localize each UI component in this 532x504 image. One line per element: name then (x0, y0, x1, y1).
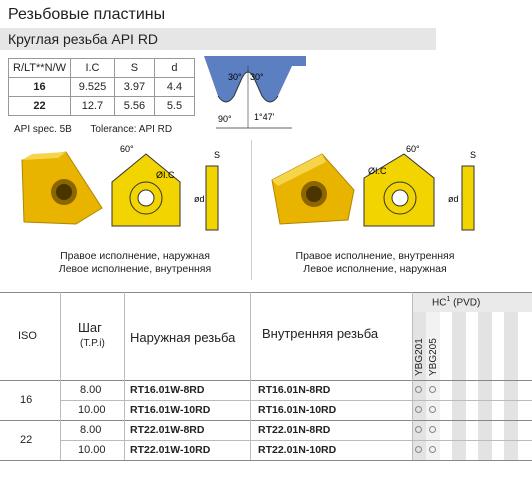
internal-code: RT22.01N-8RD (258, 424, 331, 436)
pitch-subheader: (T.P.i) (80, 338, 105, 349)
spec-notes (14, 124, 188, 135)
spec-cell: 3.97 (114, 78, 154, 97)
table-bottom-border (0, 460, 532, 461)
insert-photo-left (14, 150, 104, 230)
grade-group-header (432, 296, 480, 308)
ic-label: ØI.C (156, 170, 175, 180)
insert-photo-right (266, 150, 356, 230)
availability-mark (429, 386, 436, 393)
insert-side-view (206, 166, 218, 230)
pitch-value: 10.00 (78, 444, 106, 456)
grade-col-bg (452, 312, 466, 460)
spec-header: R/LT**N/W (9, 59, 71, 78)
pitch-value: 10.00 (78, 404, 106, 416)
row-divider (60, 400, 532, 401)
spec-table (8, 58, 195, 116)
ic-label: ØI.C (368, 166, 387, 176)
insert-drawing-left (106, 142, 246, 242)
caption-left (30, 250, 240, 276)
s-label: S (470, 150, 477, 160)
spec-cell: 5.56 (114, 97, 154, 116)
col-divider (124, 292, 125, 460)
spec-cell: 4.4 (154, 78, 194, 97)
grade-col-bg (478, 312, 492, 460)
angle-label: 90° (218, 114, 232, 124)
hole-circle (392, 190, 408, 206)
hole-circle (138, 190, 154, 206)
angle-label: 1°47' (254, 112, 275, 122)
insert-side-view (462, 166, 474, 230)
section-divider (251, 140, 252, 280)
spec-header: S (114, 59, 154, 78)
d-label: ød (194, 194, 205, 204)
availability-mark (429, 406, 436, 413)
internal-code: RT16.01N-10RD (258, 404, 337, 416)
tolerance-note: Tolerance: API RD (90, 124, 173, 135)
external-header: Наружная резьба (130, 330, 236, 345)
page-title: Резьбовые пластины (8, 6, 166, 23)
page-subtitle: Круглая резьба API RD (8, 31, 159, 47)
availability-mark (415, 406, 422, 413)
internal-code: RT22.01N-10RD (258, 444, 337, 456)
spec-cell: 5.5 (154, 97, 194, 116)
grade-pvd-label: (PVD) (453, 297, 481, 309)
insert-drawing-right (358, 142, 498, 242)
grade-label-ybg205: YBG205 (428, 338, 439, 376)
spec-cell: 12.7 (70, 97, 114, 116)
insert-hole-inner (306, 186, 322, 202)
availability-mark (429, 446, 436, 453)
d-label: ød (448, 194, 459, 204)
caption-right (270, 250, 480, 276)
pitch-value: 8.00 (80, 384, 102, 396)
angle-label: 30° (250, 72, 264, 82)
spec-header: d (154, 59, 194, 78)
angle-label: 60° (406, 144, 420, 154)
internal-header: Внутренняя резьба (262, 326, 379, 341)
iso-header: ISO (18, 330, 37, 342)
caption-line: Правое исполнение, наружная (60, 250, 210, 262)
iso-value: 16 (20, 394, 33, 406)
external-code: RT22.01W-10RD (130, 444, 211, 456)
grade-group-sup: 1 (446, 296, 451, 303)
angle-label: 60° (120, 144, 134, 154)
grade-group-label: HC (432, 297, 447, 309)
thread-profile-drawing (196, 56, 306, 136)
col-divider (412, 292, 413, 460)
grade-label-ybg201: YBG201 (414, 338, 425, 376)
spec-cell: 9.525 (70, 78, 114, 97)
caption-line: Правое исполнение, внутренняя (295, 250, 455, 262)
pitch-value: 8.00 (80, 424, 102, 436)
spec-cell: 22 (9, 97, 71, 116)
external-code: RT16.01W-10RD (130, 404, 211, 416)
external-code: RT16.01W-8RD (130, 384, 205, 396)
grade-col-bg (504, 312, 518, 460)
availability-mark (415, 386, 422, 393)
iso-value: 22 (20, 434, 33, 446)
row-divider (60, 440, 532, 441)
s-label: S (214, 150, 221, 160)
availability-mark (429, 426, 436, 433)
spec-cell: 16 (9, 78, 71, 97)
internal-code: RT16.01N-8RD (258, 384, 331, 396)
caption-line: Левое исполнение, внутренняя (58, 263, 212, 275)
table-header-border (0, 380, 532, 381)
angle-label: 30° (228, 72, 242, 82)
col-divider (60, 292, 61, 460)
table-top-border (0, 292, 532, 293)
spec-header: I.C (70, 59, 114, 78)
availability-mark (415, 426, 422, 433)
availability-mark (415, 446, 422, 453)
external-code: RT22.01W-8RD (130, 424, 205, 436)
insert-hole-inner (56, 184, 72, 200)
col-divider (250, 292, 251, 460)
caption-line: Левое исполнение, наружная (303, 263, 447, 275)
pitch-header: Шаг (78, 320, 102, 335)
api-note: API spec. 5B (14, 124, 72, 135)
group-divider (0, 420, 532, 421)
